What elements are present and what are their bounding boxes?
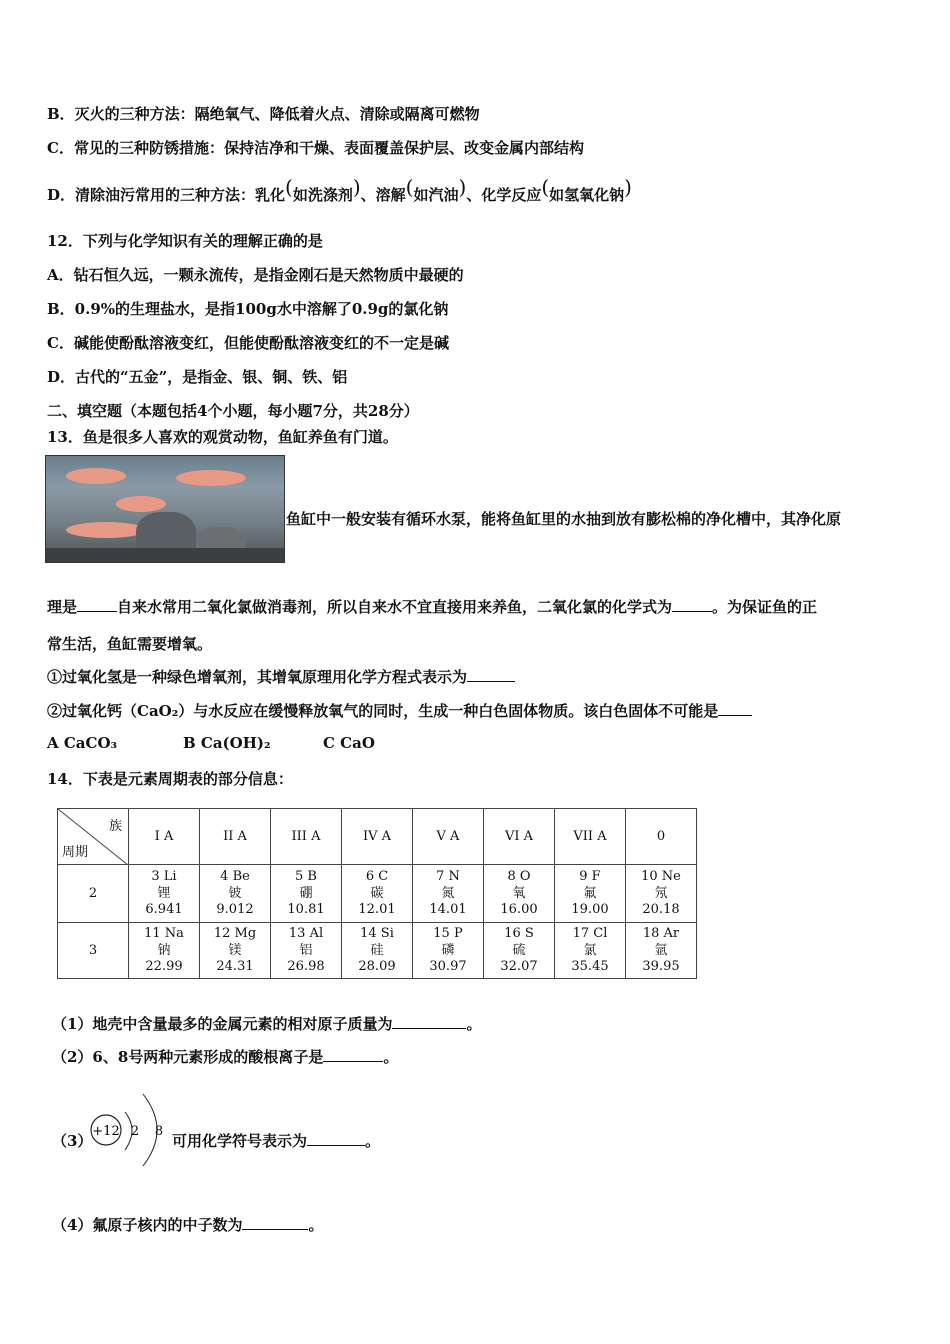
element-cell <box>129 865 200 923</box>
table-row <box>58 923 697 979</box>
blank-white-solid[interactable] <box>718 701 752 716</box>
element-name: 锂 <box>157 886 171 901</box>
element-mass: 10.81 <box>287 902 325 917</box>
shell1-electrons: 2 <box>130 1124 140 1139</box>
element-mass: 39.95 <box>642 959 680 974</box>
element-mass: 35.45 <box>571 959 609 974</box>
q13-sub1-text: ①过氧化氢是一种绿色增氧剂，其增氧原理用化学方程式表示为 <box>47 668 468 686</box>
element-cell <box>413 865 484 923</box>
q14-sub4-text: （4）氟原子核内的中子数为 <box>52 1216 243 1234</box>
shell2-electrons: 8 <box>154 1124 164 1139</box>
blank-acid-radical[interactable] <box>323 1047 383 1062</box>
element-symbol: 4 Be <box>220 869 250 884</box>
q14-sub3-text: 可用化学符号表示为 <box>172 1132 308 1150</box>
q13-option-b: B Ca(OH)₂ <box>183 734 271 752</box>
element-mass: 12.01 <box>358 902 396 917</box>
q13-l2c: 。为保证鱼的正 <box>712 598 818 616</box>
element-mass: 14.01 <box>429 902 467 917</box>
element-symbol: 17 Cl <box>572 926 608 941</box>
q13-option-c: C CaO <box>323 734 375 752</box>
periodic-table <box>57 808 697 979</box>
element-cell <box>555 865 626 923</box>
blank-mg-symbol[interactable] <box>307 1131 365 1146</box>
blank-equation[interactable] <box>467 667 515 682</box>
element-symbol: 12 Mg <box>213 926 257 941</box>
element-mass: 22.99 <box>145 959 183 974</box>
q14-stem: 14．下表是元素周期表的部分信息： <box>47 770 293 788</box>
period-label: 2 <box>58 865 129 923</box>
element-cell <box>413 923 484 979</box>
element-symbol: 16 S <box>504 926 534 941</box>
element-cell <box>484 865 555 923</box>
element-symbol: 15 P <box>433 926 463 941</box>
section-2-heading: 二、填空题（本题包括4个小题，每小题7分，共28分） <box>47 402 419 420</box>
element-mass: 20.18 <box>642 902 680 917</box>
q11-option-b: B．灭火的三种方法：隔绝氧气、降低着火点、清除或隔离可燃物 <box>47 105 480 123</box>
element-mass: 28.09 <box>358 959 396 974</box>
q12-option-b: B．0.9%的生理盐水，是指100g水中溶解了0.9g的氯化钠 <box>47 300 449 318</box>
q14-sub4 <box>52 1214 323 1235</box>
element-name: 铍 <box>228 886 242 901</box>
q12-option-c: C．碱能使酚酞溶液变红，但能使酚酞溶液变红的不一定是碱 <box>47 334 449 352</box>
q14-sub3-label: （3） <box>52 1132 93 1150</box>
element-cell <box>129 923 200 979</box>
element-cell <box>626 923 697 979</box>
corner-group-label: 族 <box>108 819 122 834</box>
q11-option-d: D．清除油污常用的三种方法：乳化(如洗涤剂)、溶解(如汽油)、化学反应(如氢氧化钠) <box>47 175 632 204</box>
element-mass: 6.941 <box>145 902 183 917</box>
element-symbol: 8 O <box>507 869 531 884</box>
element-symbol: 11 Na <box>144 926 184 941</box>
element-name: 碳 <box>370 886 384 901</box>
element-name: 氩 <box>654 943 668 958</box>
element-name: 钠 <box>157 943 171 958</box>
element-name: 氮 <box>441 886 455 901</box>
q11d-text: D．清除油污常用的三种方法：乳化 <box>47 186 286 204</box>
q11d-text3: 、化学反应 <box>466 186 542 204</box>
q14-sub2-text: （2）6、8号两种元素形成的酸根离子是 <box>52 1048 324 1066</box>
element-name: 氟 <box>583 886 597 901</box>
blank-f-neutrons[interactable] <box>242 1215 308 1230</box>
element-name: 氯 <box>583 943 597 958</box>
group-header: VII A <box>555 809 626 865</box>
aquarium-image <box>45 455 285 563</box>
element-symbol: 13 Al <box>288 926 324 941</box>
blank-clo2-formula[interactable] <box>672 597 712 612</box>
q13-text-beside-image: 鱼缸中一般安装有循环水泵，能将鱼缸里的水抽到放有膨松棉的净化槽中，其净化原 <box>286 510 842 528</box>
q13-stem: 13．鱼是很多人喜欢的观赏动物，鱼缸养鱼有门道。 <box>47 428 398 446</box>
q13-l2a: 理是 <box>47 598 78 616</box>
element-name: 氖 <box>654 886 668 901</box>
q13-option-a: A CaCO₃ <box>47 734 118 752</box>
q11d-text2: 、溶解 <box>360 186 406 204</box>
q11d-ex1: 如洗涤剂 <box>292 186 353 204</box>
element-symbol: 10 Ne <box>641 869 681 884</box>
table-row <box>58 865 697 923</box>
element-name: 硼 <box>299 886 313 901</box>
element-mass: 24.31 <box>216 959 254 974</box>
q13-sub2-text: ②过氧化钙（CaO₂）与水反应在缓慢释放氧气的同时，生成一种白色固体物质。该白色固体不可能是 <box>47 702 719 720</box>
q12-option-a: A．钻石恒久远，一颗永流传，是指金刚石是天然物质中最硬的 <box>47 266 464 284</box>
element-mass: 30.97 <box>429 959 467 974</box>
group-header: V A <box>413 809 484 865</box>
q13-l2b: 自来水常用二氧化氯做消毒剂，所以自来水不宜直接用来养鱼，二氧化氯的化学式为 <box>117 598 673 616</box>
element-symbol: 18 Ar <box>642 926 680 941</box>
group-header: III A <box>271 809 342 865</box>
period-label: 3 <box>58 923 129 979</box>
element-symbol: 5 B <box>295 869 317 884</box>
q14-sub1-text: （1）地壳中含量最多的金属元素的相对原子质量为 <box>52 1015 393 1033</box>
q12-stem: 12．下列与化学知识有关的理解正确的是 <box>47 232 323 250</box>
element-symbol: 14 Si <box>360 926 394 941</box>
q13-line3: 常生活，鱼缸需要增氧。 <box>47 635 213 653</box>
element-mass: 9.012 <box>216 902 254 917</box>
table-corner <box>58 809 129 865</box>
blank-al-mass[interactable] <box>392 1014 466 1029</box>
q14-sub2-end: 。 <box>383 1048 399 1066</box>
group-header: VI A <box>484 809 555 865</box>
nucleus-charge: +12 <box>92 1124 120 1139</box>
q14-sub3-end: 。 <box>365 1132 381 1150</box>
q13-sub1 <box>47 666 515 687</box>
element-mass: 19.00 <box>571 902 609 917</box>
group-header: II A <box>200 809 271 865</box>
q11d-ex2: 如汽油 <box>413 186 459 204</box>
atom-structure-diagram <box>85 1088 175 1170</box>
element-cell <box>200 865 271 923</box>
element-cell <box>200 923 271 979</box>
element-name: 铝 <box>299 943 313 958</box>
element-cell <box>484 923 555 979</box>
element-name: 磷 <box>441 943 455 958</box>
q11d-ex3: 如氢氧化钠 <box>549 186 625 204</box>
element-mass: 32.07 <box>500 959 538 974</box>
q13-line2 <box>47 596 817 617</box>
q14-sub1-end: 。 <box>466 1015 482 1033</box>
element-name: 氧 <box>512 886 526 901</box>
group-header: 0 <box>626 809 697 865</box>
element-cell <box>342 923 413 979</box>
group-header: IV A <box>342 809 413 865</box>
q14-sub2 <box>52 1046 398 1067</box>
element-name: 硫 <box>512 943 526 958</box>
element-symbol: 6 C <box>365 869 389 884</box>
corner-period-label: 周期 <box>62 845 89 860</box>
element-name: 硅 <box>370 943 384 958</box>
element-cell <box>271 865 342 923</box>
blank-principle[interactable] <box>77 597 117 612</box>
group-header: I A <box>129 809 200 865</box>
element-symbol: 9 F <box>579 869 601 884</box>
q14-sub3 <box>172 1130 380 1151</box>
q11-option-c: C．常见的三种防锈措施：保持洁净和干燥、表面覆盖保护层、改变金属内部结构 <box>47 139 584 157</box>
q12-option-d: D．古代的“五金”，是指金、银、铜、铁、铝 <box>47 368 348 386</box>
element-cell <box>271 923 342 979</box>
element-cell <box>342 865 413 923</box>
element-mass: 26.98 <box>287 959 325 974</box>
q13-sub2 <box>47 700 752 721</box>
element-name: 镁 <box>228 943 242 958</box>
element-cell <box>555 923 626 979</box>
q14-sub4-end: 。 <box>308 1216 324 1234</box>
element-symbol: 3 Li <box>151 869 177 884</box>
element-symbol: 7 N <box>436 869 460 884</box>
element-cell <box>626 865 697 923</box>
element-mass: 16.00 <box>500 902 538 917</box>
q14-sub1 <box>52 1013 481 1034</box>
